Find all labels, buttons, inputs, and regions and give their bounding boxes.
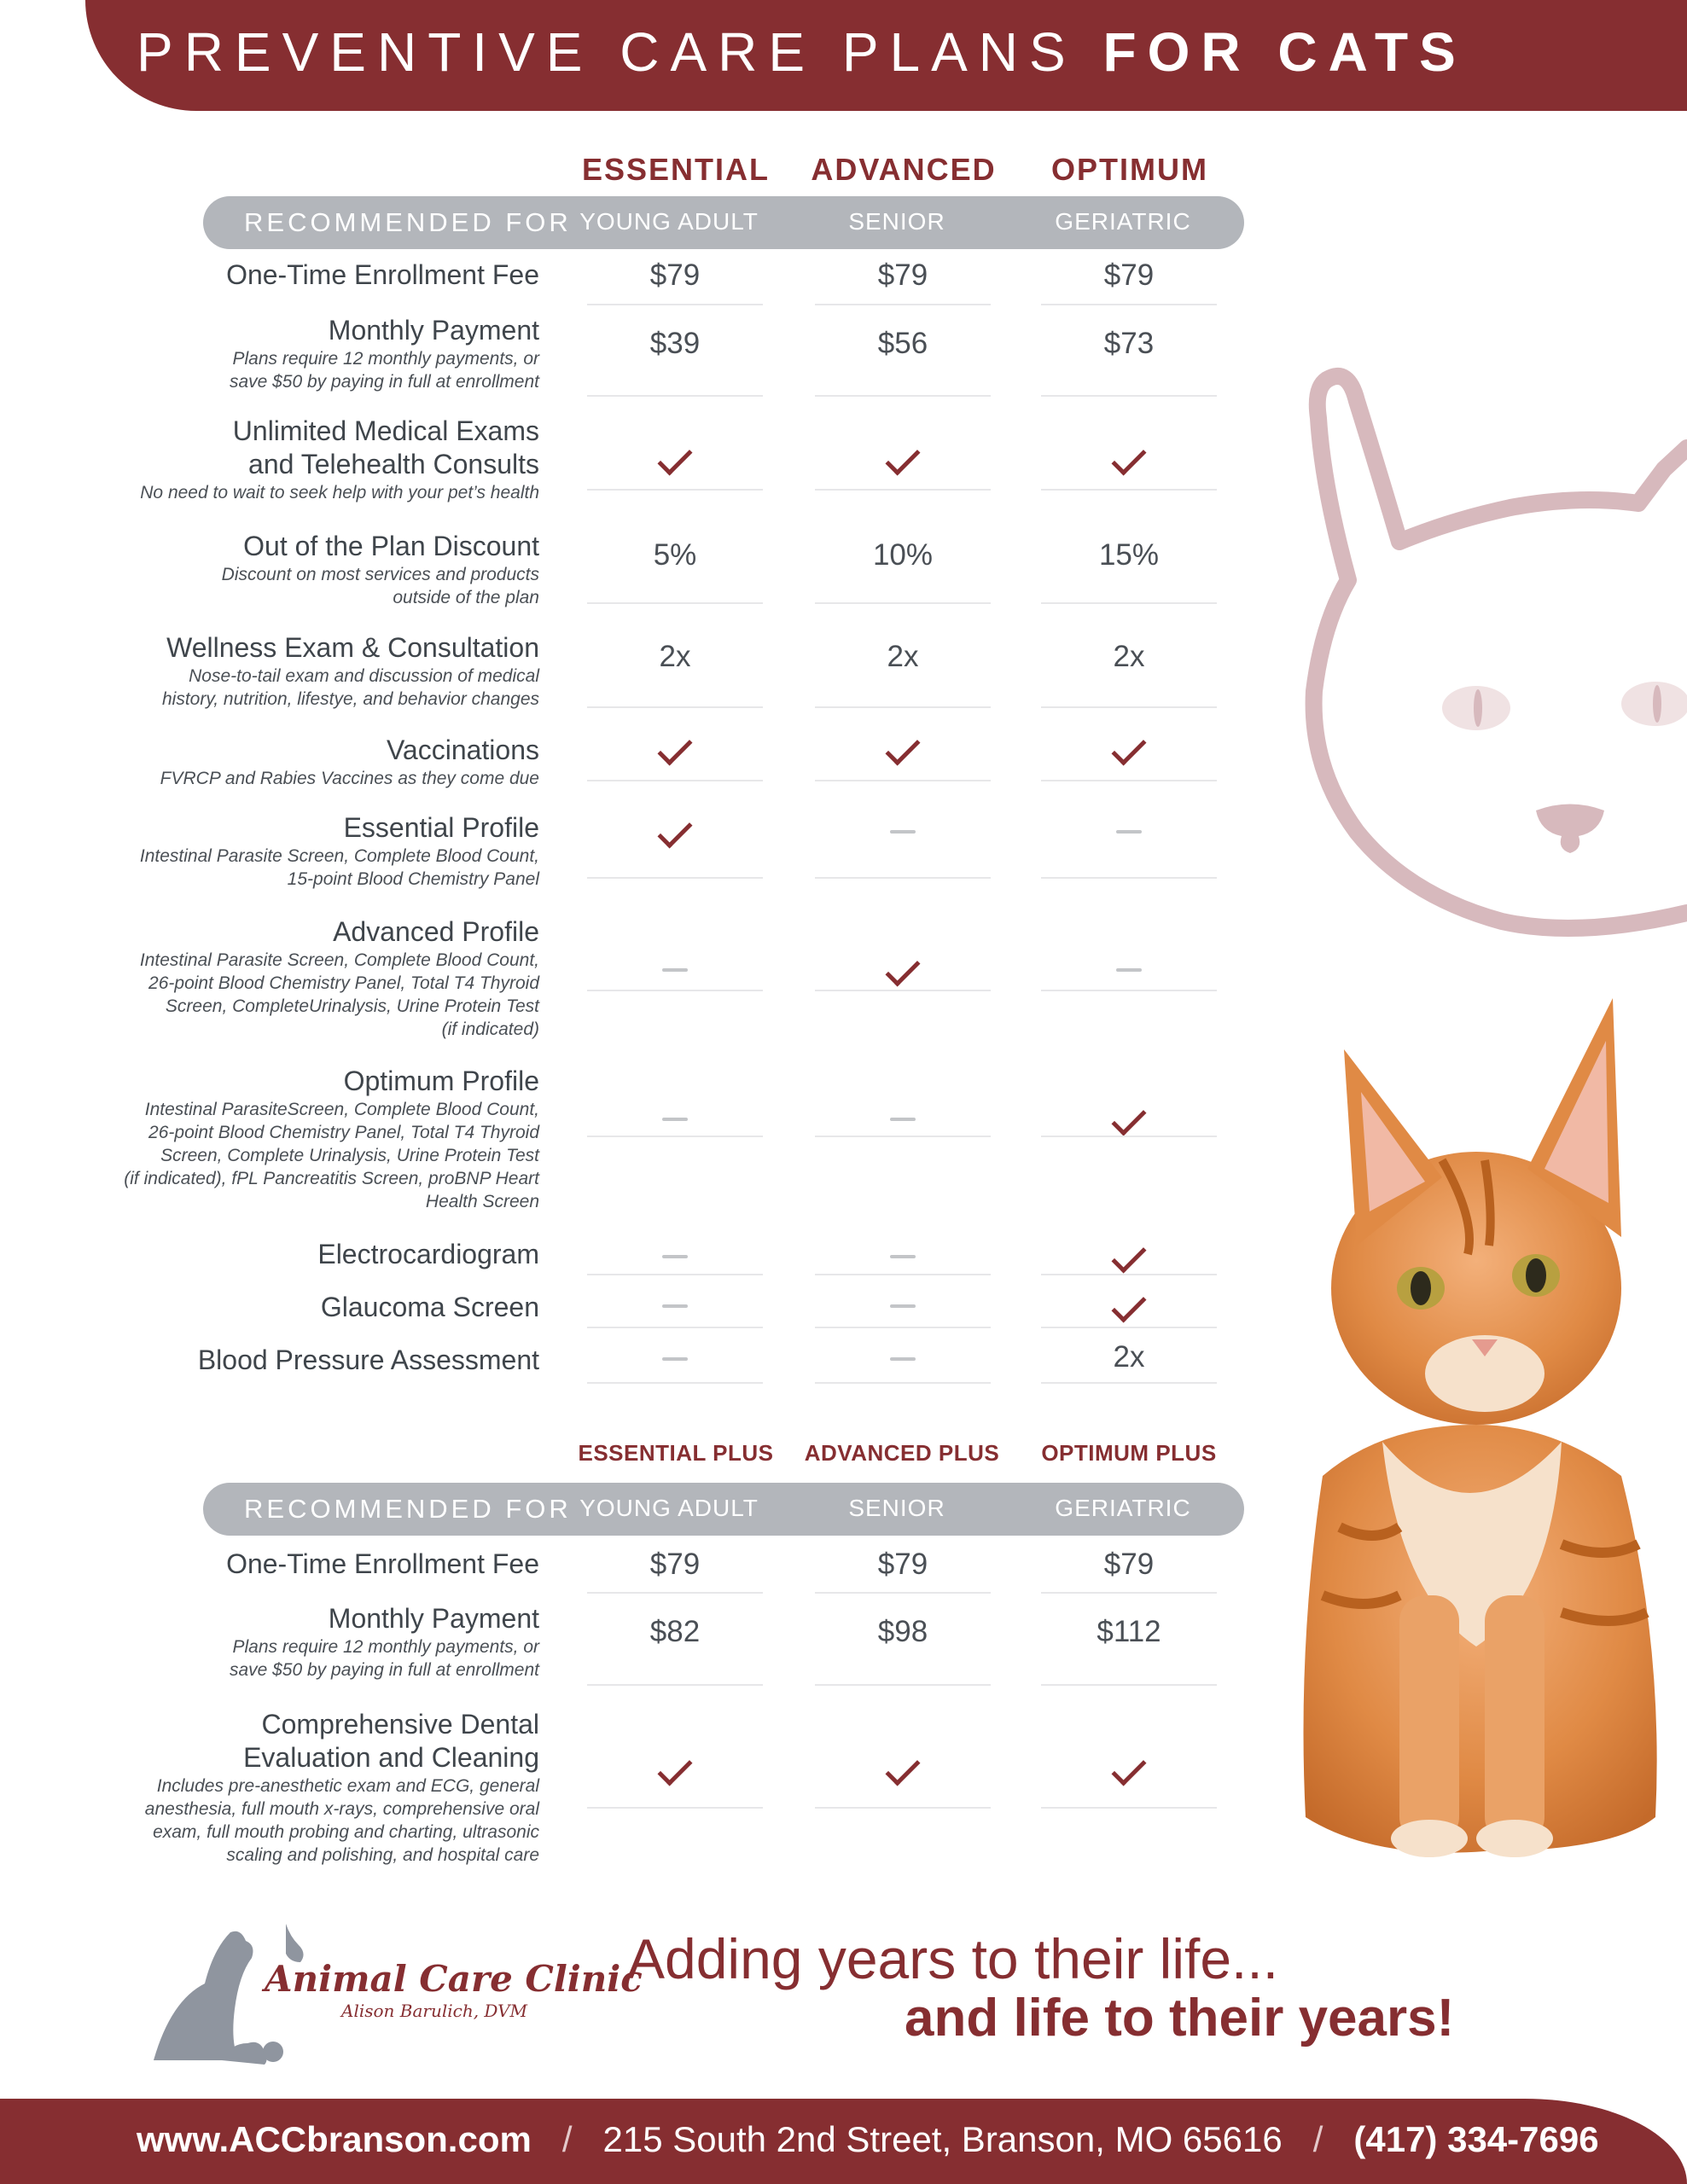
plan-cell <box>1041 1615 1217 1649</box>
clinic-logo <box>145 1915 643 2069</box>
row-divider <box>587 602 763 604</box>
recommended-bar <box>203 196 1244 249</box>
plan-cell <box>587 1615 763 1649</box>
plan-cell-value: $73 <box>1103 327 1155 360</box>
tagline-line1: Adding years to their life... <box>627 1927 1279 1990</box>
plan-cell-value: $112 <box>1097 1615 1161 1648</box>
plan-header-essential-plus <box>565 1440 787 1467</box>
row-divider <box>1041 1327 1217 1328</box>
dash-icon <box>890 1118 916 1121</box>
plan-cell-value: $98 <box>877 1615 928 1648</box>
row-description: Plans require 12 monthly payments, or save $50 by paying in full at enrollment <box>229 349 539 392</box>
row-divider <box>1041 1136 1217 1137</box>
plan-cell <box>1041 640 1217 674</box>
row-divider <box>815 1807 991 1809</box>
plan-cell <box>587 327 763 361</box>
row-divider <box>815 706 991 708</box>
footer-website[interactable]: www.ACCbranson.com <box>137 2119 532 2159</box>
check-icon <box>657 730 692 765</box>
row-description: Nose-to-tail exam and discussion of medical history, nutrition, lifestye, and behavior changes <box>161 666 539 709</box>
clinic-logo-name: Animal Care Clinic <box>265 1958 643 2000</box>
dash-icon <box>1116 968 1142 972</box>
row-divider <box>587 1136 763 1137</box>
row-label <box>0 1065 539 1213</box>
row-divider <box>1041 304 1217 305</box>
plan-cell-value: 2x <box>1113 1340 1145 1374</box>
recommended-geriatric: GERIATRIC <box>1055 208 1191 235</box>
row-divider <box>1041 1684 1217 1686</box>
check-icon <box>885 440 920 475</box>
row-label <box>0 1291 539 1324</box>
footer-separator-2: / <box>1312 2119 1323 2159</box>
check-icon <box>1111 730 1146 765</box>
plan-cell-value: $56 <box>877 327 928 360</box>
row-title: Unlimited Medical Exams and Telehealth Consults <box>232 415 539 479</box>
plan-cell <box>587 730 763 764</box>
row-divider <box>1041 1807 1217 1809</box>
check-icon <box>1111 1101 1146 1136</box>
cat-outline-illustration <box>1297 367 1687 947</box>
row-divider <box>815 1136 991 1137</box>
plan-cell-value: 2x <box>659 640 691 673</box>
plan-cell-value: 2x <box>1113 640 1145 673</box>
row-divider <box>587 780 763 781</box>
row-divider <box>587 1592 763 1594</box>
row-divider <box>1041 990 1217 991</box>
row-label <box>0 258 539 292</box>
plan-header-advanced-plus <box>791 1440 1013 1467</box>
ginger-cat-photo <box>1271 998 1672 1868</box>
plan-header-optimum: OPTIMUM <box>1051 152 1208 187</box>
plan-cell <box>1041 813 1217 847</box>
check-icon <box>885 730 920 765</box>
row-title: One-Time Enrollment Fee <box>226 259 539 290</box>
plan-cell <box>587 538 763 572</box>
row-divider <box>587 489 763 491</box>
row-divider <box>815 990 991 991</box>
row-divider <box>587 1274 763 1275</box>
row-divider <box>1041 706 1217 708</box>
plan-cell <box>815 327 991 361</box>
plan-cell <box>1041 538 1217 572</box>
plan-cell <box>587 1238 763 1272</box>
row-divider <box>587 1684 763 1686</box>
row-title: Optimum Profile <box>343 1066 539 1096</box>
plan-cell-value: $79 <box>649 258 701 292</box>
check-icon <box>657 813 692 848</box>
plan-cell-value: 5% <box>653 538 697 572</box>
check-icon <box>657 440 692 475</box>
plan-cell <box>1041 1548 1217 1582</box>
row-divider <box>815 1684 991 1686</box>
footer-address: 215 South 2nd Street, Branson, MO 65616 <box>602 2119 1283 2159</box>
row-divider <box>1041 1592 1217 1594</box>
plan-header-optimum-plus-suffix: PLUS <box>1155 1440 1217 1466</box>
plan-cell <box>587 1751 763 1785</box>
row-divider <box>1041 877 1217 879</box>
row-label <box>0 631 539 711</box>
row-divider <box>815 395 991 397</box>
row-divider <box>1041 395 1217 397</box>
plan-cell <box>815 538 991 572</box>
row-title: Comprehensive Dental Evaluation and Cleaning <box>243 1709 539 1773</box>
recommended-senior-plus: SENIOR <box>848 1495 945 1521</box>
row-title: Wellness Exam & Consultation <box>166 632 539 663</box>
plan-cell-value: $82 <box>649 1615 701 1648</box>
row-title: Vaccinations <box>386 735 539 765</box>
plan-cell <box>1041 1101 1217 1135</box>
row-title: Out of the Plan Discount <box>243 531 539 561</box>
plan-cell <box>815 1287 991 1321</box>
dash-icon <box>890 830 916 834</box>
check-icon <box>1111 1751 1146 1786</box>
row-title: Monthly Payment <box>328 1603 539 1634</box>
row-label <box>0 1708 539 1867</box>
plan-cell <box>587 1340 763 1374</box>
dash-icon <box>662 1357 688 1361</box>
plan-cell <box>587 1548 763 1582</box>
dash-icon <box>890 1304 916 1308</box>
plan-cell <box>815 951 991 985</box>
row-divider <box>587 1807 763 1809</box>
plan-cell <box>815 730 991 764</box>
recommended-bar-plus <box>203 1483 1244 1536</box>
row-title: Electrocardiogram <box>317 1239 539 1269</box>
row-description: Intestinal ParasiteScreen, Complete Blood Count, 26-point Blood Chemistry Panel, Total T4 Thyroid Screen, Complete Urinalysis, Urine Protein Test (if indicated), fPL Pancreatitis Screen, proBNP Heart Health Screen <box>124 1100 539 1211</box>
plan-header-advanced-plus-suffix: PLUS <box>938 1440 1000 1466</box>
row-description: FVRCP and Rabies Vaccines as they come due <box>160 769 539 788</box>
footer-separator-1: / <box>561 2119 573 2159</box>
row-divider <box>587 1382 763 1384</box>
row-divider <box>587 304 763 305</box>
plan-cell <box>1041 730 1217 764</box>
row-divider <box>587 1327 763 1328</box>
row-title: Monthly Payment <box>328 315 539 346</box>
row-label <box>0 415 539 504</box>
row-divider <box>815 602 991 604</box>
plan-cell <box>1041 1751 1217 1785</box>
dash-icon <box>662 1255 688 1258</box>
plan-cell-value: $79 <box>877 258 928 292</box>
plan-cell <box>815 440 991 474</box>
plan-cell <box>1041 327 1217 361</box>
row-divider <box>1041 1274 1217 1275</box>
plan-header-optimum-plus-name: OPTIMUM <box>1041 1440 1149 1466</box>
row-title: Blood Pressure Assessment <box>197 1345 539 1375</box>
row-label <box>0 734 539 790</box>
row-label <box>0 314 539 393</box>
row-description: Discount on most services and products outside of the plan <box>221 565 539 607</box>
row-divider <box>587 990 763 991</box>
tagline-line2: and life to their years! <box>905 1989 1455 2048</box>
check-icon <box>885 951 920 986</box>
dash-icon <box>662 1304 688 1308</box>
plan-cell <box>815 813 991 847</box>
row-divider <box>1041 1382 1217 1384</box>
row-label <box>0 1238 539 1271</box>
plan-cell-value: $39 <box>649 327 701 360</box>
row-divider <box>587 395 763 397</box>
row-description: Intestinal Parasite Screen, Complete Blood Count, 15-point Blood Chemistry Panel <box>139 846 539 889</box>
plan-cell <box>815 640 991 674</box>
recommended-label-plus: RECOMMENDED FOR <box>244 1494 572 1524</box>
recommended-geriatric-plus: GERIATRIC <box>1055 1495 1191 1521</box>
row-label <box>0 1548 539 1581</box>
plan-header-advanced-plus-name: ADVANCED <box>804 1440 933 1466</box>
page-title <box>137 20 1587 84</box>
plan-header-essential-plus-suffix: PLUS <box>713 1440 774 1466</box>
plan-cell-value: $79 <box>1103 1548 1155 1581</box>
plan-cell <box>815 1751 991 1785</box>
plan-cell <box>815 1238 991 1272</box>
row-title: Advanced Profile <box>333 916 539 947</box>
check-icon <box>1111 1238 1146 1273</box>
plan-cell <box>587 640 763 674</box>
row-divider <box>1041 602 1217 604</box>
dash-icon <box>890 1255 916 1258</box>
recommended-young-adult: YOUNG ADULT <box>579 208 759 235</box>
row-divider <box>815 489 991 491</box>
plan-cell <box>1041 258 1217 293</box>
row-divider <box>1041 780 1217 781</box>
dash-icon <box>1116 830 1142 834</box>
row-label <box>0 1602 539 1682</box>
row-label <box>0 530 539 609</box>
row-label <box>0 1344 539 1377</box>
plan-header-advanced: ADVANCED <box>811 152 997 187</box>
plan-header-optimum-plus <box>1018 1440 1240 1467</box>
check-icon <box>885 1751 920 1786</box>
recommended-senior: SENIOR <box>848 208 945 235</box>
plan-cell <box>815 258 991 293</box>
plan-cell <box>1041 1238 1217 1272</box>
recommended-label: RECOMMENDED FOR <box>244 207 572 237</box>
plan-cell-value: $79 <box>1103 258 1155 292</box>
row-divider <box>815 780 991 781</box>
row-title: Essential Profile <box>343 812 539 843</box>
row-description: Plans require 12 monthly payments, or save $50 by paying in full at enrollment <box>229 1637 539 1680</box>
plan-header-essential-plus-name: ESSENTIAL <box>578 1440 707 1466</box>
plan-cell <box>587 1287 763 1321</box>
dash-icon <box>890 1357 916 1361</box>
clinic-logo-doctor: Alison Barulich, DVM <box>341 2001 528 2021</box>
row-label <box>0 915 539 1041</box>
check-icon <box>1111 440 1146 475</box>
row-title: One-Time Enrollment Fee <box>226 1548 539 1579</box>
page-title-light: PREVENTIVE CARE PLANS <box>137 21 1103 83</box>
plan-cell <box>1041 1340 1217 1374</box>
row-divider <box>815 1382 991 1384</box>
plan-cell <box>815 1101 991 1135</box>
plan-cell <box>815 1340 991 1374</box>
plan-cell <box>587 951 763 985</box>
dash-icon <box>662 968 688 972</box>
plan-cell <box>1041 951 1217 985</box>
plan-cell <box>815 1615 991 1649</box>
plan-cell-value: $79 <box>877 1548 928 1581</box>
plan-header-essential: ESSENTIAL <box>581 152 771 187</box>
plan-cell <box>587 1101 763 1135</box>
row-divider <box>587 877 763 879</box>
row-divider <box>587 706 763 708</box>
footer-contact <box>137 2119 1599 2160</box>
row-divider <box>815 1274 991 1275</box>
row-label <box>0 811 539 891</box>
plan-cell <box>815 1548 991 1582</box>
row-divider <box>815 1327 991 1328</box>
footer-phone[interactable]: (417) 334-7696 <box>1353 2119 1599 2159</box>
row-divider <box>1041 489 1217 491</box>
row-divider <box>815 877 991 879</box>
page-title-bold: FOR CATS <box>1102 21 1467 83</box>
row-divider <box>815 1592 991 1594</box>
dash-icon <box>662 1118 688 1121</box>
row-divider <box>815 304 991 305</box>
plan-cell <box>587 440 763 474</box>
plan-cell <box>587 813 763 847</box>
plan-cell <box>587 258 763 293</box>
row-description: Intestinal Parasite Screen, Complete Blood Count, 26-point Blood Chemistry Panel, Total T4 Thyroid Screen, CompleteUrinalysis, Urine Protein Test (if indicated) <box>139 950 539 1039</box>
plan-cell-value: 15% <box>1098 538 1160 572</box>
plan-cell <box>1041 1287 1217 1321</box>
row-title: Glaucoma Screen <box>320 1292 539 1322</box>
plan-cell-value: 10% <box>872 538 934 572</box>
plan-cell-value: $79 <box>649 1548 701 1581</box>
check-icon <box>657 1751 692 1786</box>
recommended-young-adult-plus: YOUNG ADULT <box>579 1495 759 1521</box>
check-icon <box>1111 1287 1146 1322</box>
plan-cell-value: 2x <box>887 640 919 673</box>
plan-cell <box>1041 440 1217 474</box>
row-description: Includes pre-anesthetic exam and ECG, general anesthesia, full mouth x-rays, comprehensive oral exam, full mouth probing and charting, ultrasonic scaling and polishing, and hospital care <box>144 1776 539 1865</box>
row-description: No need to wait to seek help with your pet’s health <box>140 483 539 502</box>
